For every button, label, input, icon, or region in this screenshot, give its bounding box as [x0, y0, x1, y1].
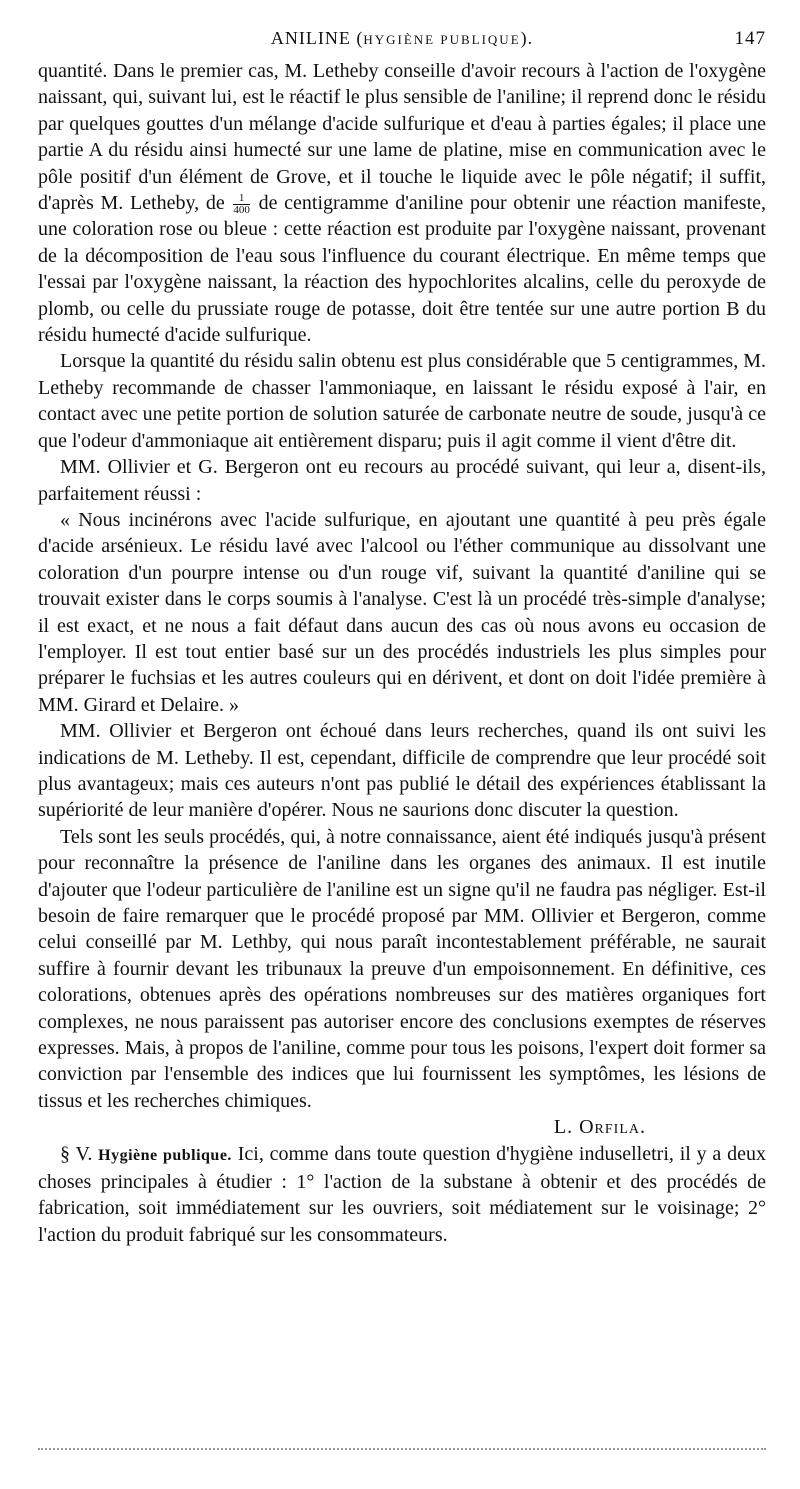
paragraph-6: Tels sont les seuls procédés, qui, à notre connaissance, aient été indiqués jusqu'à présent pour reconnaître la présence de l'aniline dans les organes des animaux. Il est inutile d'ajouter que l'odeur particulière de l'aniline est un signe qu'il ne faudra pas négliger. Est-il besoin de faire remarquer que le procédé proposé par MM. Ollivier et Bergeron, comme celui conseillé par M. Lethby, qui nous paraît incontestablement préférable, ne saurait suffire à fournir devant les tribunaux la preuve d'un empoisonnement. En définitive, ces colorations, obtenues après des opérations nombreuses sur des matières organiques fort complexes, ne nous paraissent pas autoriser encore des conclusions exemptes de réserves expresses. Mais, à propos de l'aniline, comme pour tous les poisons, l'expert doit former sa conviction par l'ensemble des indices que lui fournissent les symptômes, les lésions de tissus et les recherches chimiques.: [38, 825, 766, 1112]
section-marker: § V.: [60, 1142, 93, 1165]
section-text: Ici, comme dans toute question d'hygiène induselletri, il y a deux choses principales à étudier : 1° l'action de la substane à obtenir et des procédés de fabrication, soit immédiatement sur les ouvriers, soit médiatement sur le voisinage; 2° l'action du produit fabriqué sur les consommateurs.: [38, 1142, 766, 1246]
running-title: [38, 28, 766, 49]
paragraph-2: Lorsque la quantité du résidu salin obtenu est plus considérable que 5 centigrammes, M. Letheby recommande de chasser l'ammoniaque, en laissant le résidu exposé à l'air, en contact avec une petite portion de solution saturée de carbonate neutre de soude, jusqu'à ce que l'odeur d'ammoniaque ait entièrement disparu; puis il agit comme il vient d'être dit.: [38, 350, 766, 452]
running-header: [38, 28, 766, 58]
bottom-bleed-through-rule: [38, 1448, 766, 1452]
paragraph-1: [38, 58, 766, 348]
paragraph-5: MM. Ollivier et Bergeron ont échoué dans leurs recherches, quand ils ont suivi les indications de M. Letheby. Il est, cependant, difficile de comprendre que leur procédé soit plus avantageux; mais ces auteurs n'ont pas publié le détail des expériences établissant la supériorité de leur manière d'opérer. Nous ne saurions donc discuter la question.: [38, 720, 766, 822]
paragraph-3: MM. Ollivier et G. Bergeron ont eu recours au procédé suivant, qui leur a, disent-ils, parfaitement réussi :: [38, 456, 766, 505]
page-number: 147: [734, 28, 766, 49]
fraction-denominator: 400: [233, 203, 250, 216]
fraction-numerator: 1: [233, 193, 250, 205]
paragraph-1-continuation: de centigramme d'aniline pour obtenir une réaction manifeste, une coloration rose ou bleue : cette réaction est produite par l'oxygène naissant, provenant de la décomposition de l'eau sous l'influence du courant électrique. En même temps que l'essai par l'oxygène naissant, la réaction des hypochlorites alcalins, celle du peroxyde de plomb, ou celle du prussiate rouge de potasse, doit être tentée sur une autre portion B du résidu humecté d'acide sulfurique.: [38, 192, 767, 347]
author-signature: L. Orfila.: [553, 1116, 646, 1139]
running-title-subject: HYGIÈNE PUBLIQUE: [363, 32, 521, 47]
paragraph-1-text: quantité. Dans le premier cas, M. Letheby conseille d'avoir recours à l'action de l'oxygène naissant, qui, suivant lui, est le réactif le plus sensible de l'aniline; il reprend donc le résidu par quelques gouttes d'un mélange d'acide sulfurique et d'eau à parties égales; il place une partie A du résidu ainsi humecté sur une lame de platine, mise en communication avec le pôle positif d'un élément de Grove, et il touche le liquide avec le pôle négatif; il suffit, d'après M. Letheby, de: [38, 60, 766, 215]
book-page: [38, 28, 766, 1248]
running-title-close: ).: [520, 28, 534, 48]
quotation-paragraph: « Nous incinérons avec l'acide sulfurique, en ajoutant une quantité à peu près égale d'acide arsénieux. Le résidu lavé avec l'alcool ou l'éther communique au dissolvant une coloration d'un pourpre intense ou d'un rouge vif, suivant la quantité d'aniline qui se trouvait exister dans le corps soumis à l'analyse. C'est là un procédé très-simple d'analyse; il est exact, et ne nous a fait défaut dans aucun des cas où nous avons eu occasion de l'employer. Il est tout entier basé sur un des procédés industriels les plus simples pour préparer le fuchsias et les autres couleurs qui en dérivent, et dont on doit l'idée première à MM. Girard et Delaire. »: [38, 508, 766, 716]
section-v: [38, 1141, 766, 1249]
section-heading: Hygiène publique.: [98, 1146, 232, 1164]
signature-line: [38, 1114, 766, 1140]
body-text: [38, 58, 766, 1248]
fraction: [233, 193, 250, 216]
running-title-main: ANILINE (: [270, 28, 364, 48]
